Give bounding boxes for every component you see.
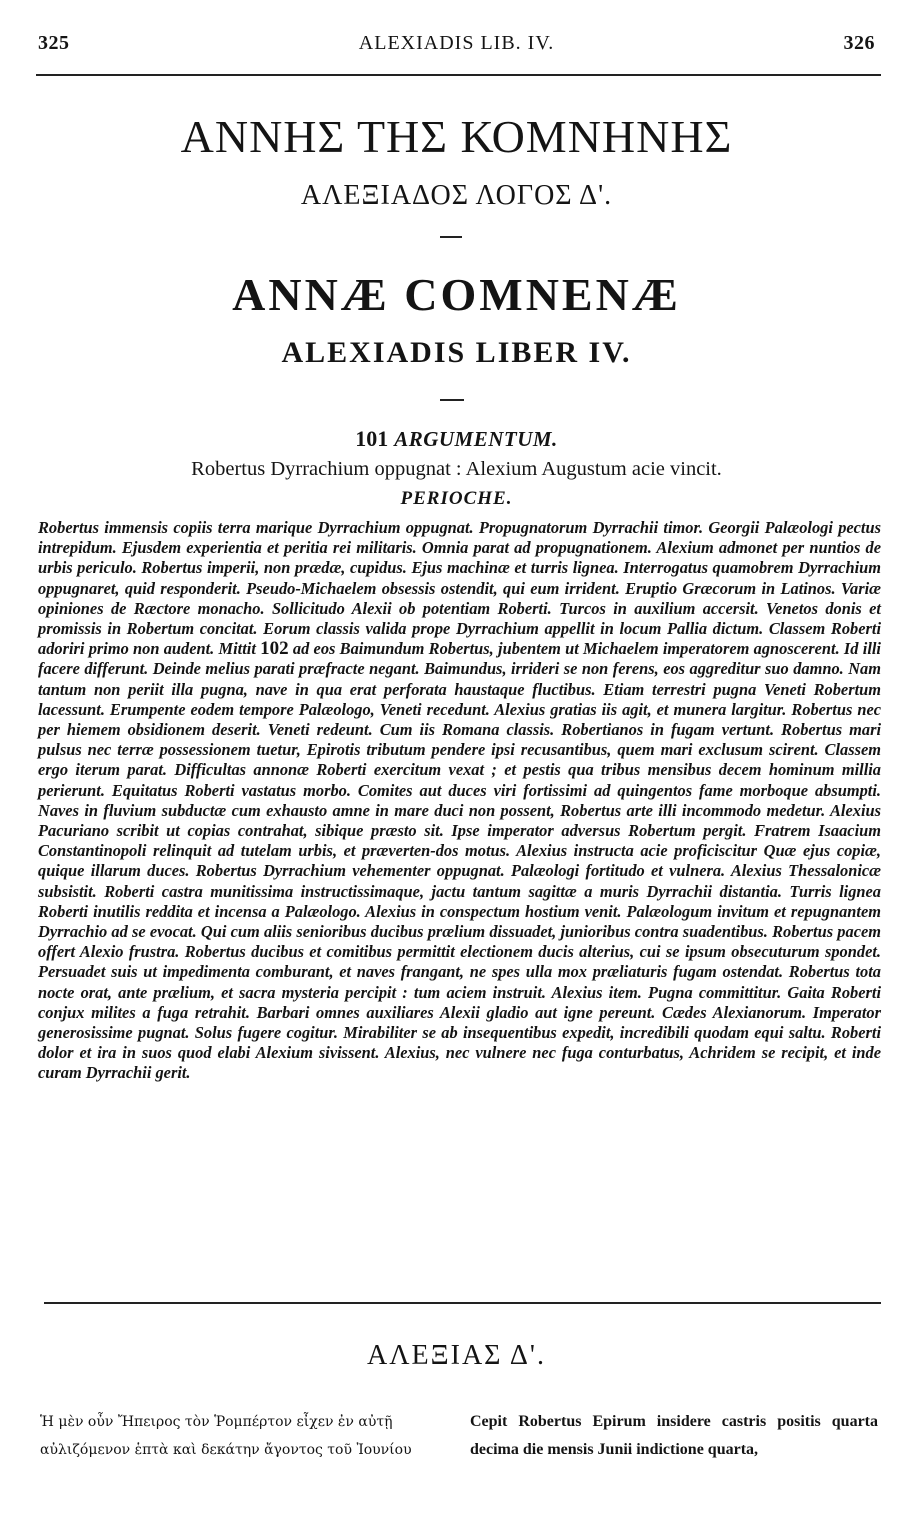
latin-column-text: Cepit Robertus Epirum insidere castris positis quarta decima die mensis Junii indictione quarta, [470, 1413, 878, 1458]
perioche-summary [38, 518, 881, 1084]
perioche-text-part-1: Robertus immensis copiis terra marique Dyrrachium oppugnat. Propugnatorum Dyrrachii timor. Georgii Palæologi pectus intrepidum. Ejusdem experientia et peritia rei militaris. Omnia parat ad propugnationem. Alexium admonet per nuntios de urbis periculo. Robertus imperii, non prædæ, cupidus. Ejus machinæ et turris lignea. Interrogatus quamobrem Dyrrachium oppugnaret, quid responderit. Pseudo-Michaelem obsessis ostendit, qui eum irrident. Eruptio Græcorum in Latinos. Variæ opiniones de Ræctore monacho. Sollicitudo Alexii ob potentiam Roberti. Turcos in auxilium accersit. Venetos donis et promissis in Robertum concitat. Eorum classis valida prope Dyrrachium appellit in locum Pallia dictum. Classem Roberti adoriri primo non audent. Mittit [38, 518, 881, 659]
perioche-heading: PERIOCHE. [400, 488, 513, 509]
argumentum-text: Robertus Dyrrachium oppugnat : Alexium Augustum acie vincit. [191, 458, 722, 480]
section-title: ΑΛΕΞΙΑΣ Δ'. [367, 1340, 546, 1371]
section-rule [44, 1302, 881, 1304]
running-title: ALEXIADIS LIB. IV. [358, 32, 555, 54]
perioche-text-part-2: ad eos Baimundum Robertus, jubentem ut Michaelem imperatorem agnoscerent. Id illi facere differunt. Deinde melius parati præfracte negant. Baimundus, irrideri se non ferens, eos aggreditur suo damno. Nam tantum non periit illa pugna, nave in qua erat perforata haustaque fluctibus. Etiam terrestri pugna Veneti Robertum lacessunt. Erumpente eodem tempore Palæologo, Veneti recedunt. Alexius gratias iis agit, et munera largitur. Robertus nec per hiemem obsidionem deserit. Veneti redeunt. Cum iis Romana classis. Robertianos in fugam vertunt. Robertus mari pulsus nec terræ possessionem tuetur, Epirotis tributum pendere ipsi recusantibus, quem mari exclusum scirent. Classem ergo iterum parat. Difficultas annonæ Roberti exercitum vexat ; et pestis qua tribus mensibus decem hominum millia perierunt. Equitatus Roberti vastatus morbo. Comites aut duces viri fortissimi ad quingentos fame morboque absumpti. Naves in fluvium subductæ cum exhausto amne in mare duci non possent, Robertus arte illi incommodo medetur. Alexius Pacuriano scribit ut copias contrahat, sibique præsto sit. Ipse imperator adversus Robertum pergit. Fratrem Isaacium Constantinopoli relinquit ad tutelam urbis, et præverten-dos motus. Alexius instructa acie proficiscitur Quæ ejus copiæ, quique illarum duces. Robertus Dyrrachium vehementer oppugnat. Palæologi fortitudo et vulnera. Alexius Thessalonicæ subsistit. Roberti castra munitissima instructissimaque, jactu tantum sagittæ a muris Dyrrachii distantia. Turris lignea Roberti inutilis reddita et incensa a Palæologo. Alexius in conspectum hostium venit. Palæologum invitum et repugnantem Dyrrachio ad se evocat. Qui cum aliis senioribus ducibus prælium dissuadet, junioribus contra suadentibus. Robertus pacem offert Alexio frustra. Robertus ducibus et comitibus permittit electionem ducis alterius, cui se ipsum obsecuturum spondet. Persuadet suis ut impedimenta comburant, et naves frangant, ne spes ulla mox præliaturis fugam ostendat. Robertus tota nocte orat, ante prælium, et sacra mysteria percipit : tum aciem instruit. Alexius item. Pugna committitur. Gaita Roberti conjux milites a fuga retrahit. Barbari omnes auxiliares Alexii gladio aut igne pereunt. Cædes Alexianorum. Imperator generosissime pugnat. Solus fugere cogitur. Mirabiliter se ab insequentibus expedit, incredibili quodam equi saltu. Roberti dolor et ira in suos quod elabi Alexium sivissent. Alexius, nec vulnere nec fuga conturbatus, Achridem se recipit, et inde curam Dyrrachii gerit. [38, 639, 881, 1083]
greek-title: ΑΝΝΗΣ ΤΗΣ ΚΟΜΝΗΝΗΣ [180, 111, 733, 162]
title-divider [440, 236, 462, 238]
running-header [38, 32, 875, 62]
greek-subtitle: ΑΛΕΞΙΑΔΟΣ ΛΟΓΟΣ Δ'. [300, 180, 613, 211]
page-number-left: 325 [38, 32, 70, 54]
page-number-right: 326 [843, 32, 875, 54]
greek-column-text: Ἡ μὲν οὖν Ἤπειρος τὸν Ῥομπέρτον εἶχεν ἐν αὐτῇ αὐλιζόμενον ἑπτὰ καὶ δεκάτην ἄγοντος τοῦ Ἰουνίου [40, 1414, 412, 1458]
latin-title: ANNÆ COMNENÆ [232, 269, 681, 320]
inline-marginal-number: 102 [260, 638, 289, 660]
header-rule [36, 74, 881, 76]
latin-subtitle: ALEXIADIS LIBER IV. [281, 336, 632, 369]
marginal-number: 101 [355, 426, 389, 451]
argumentum-heading [0, 426, 913, 452]
subtitle-divider [440, 399, 464, 401]
argumentum-label: ARGUMENTUM. [394, 427, 558, 451]
